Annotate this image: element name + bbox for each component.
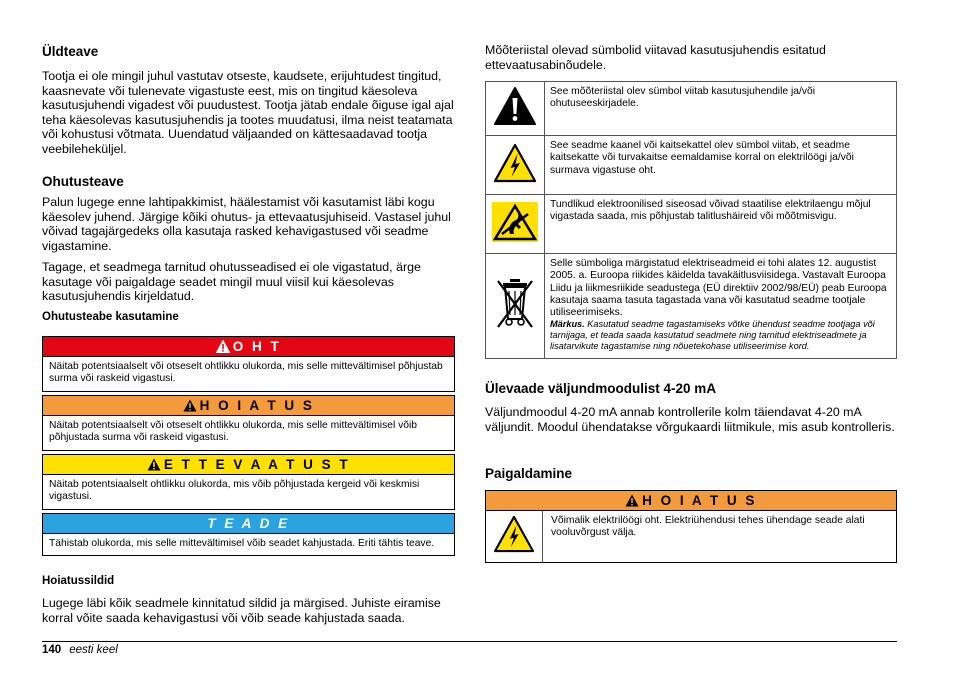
notice-label: T E A D E: [207, 516, 290, 531]
danger-box: [42, 336, 455, 392]
safety-heading: Ohutusteave: [42, 174, 124, 189]
caution-bar: [43, 455, 454, 475]
symbol-row: [486, 82, 897, 136]
module-text: Väljundmoodul 4-20 mA annab kontrollerile kolm täiendavat 4-20 mA väljundit. Moodul ühendatakse võrgukaardi liitmikule, mis asub kontrolleris.: [485, 405, 895, 434]
warning-triangle-icon: [493, 113, 537, 130]
notice-text: Tähistab olukorda, mis selle mittevältimisel võib seadet kahjustada. Eriti tähtis teave.: [49, 538, 435, 549]
install-warning-box: [485, 490, 897, 563]
warning-text: Näitab potentsiaalselt või otseselt ohtlikku olukorda, mis selle mittevältimisel võib põhjustada surma või raskeid vigastusi.: [49, 420, 417, 444]
caution-label: E T T E V A A T U S T: [163, 457, 351, 472]
symbol-text: See mõõteriistal olev sümbol viitab kasutusjuhendile ja/või ohutuseeskirjadele.: [545, 82, 897, 136]
install-warning-label: H O I A T U S: [642, 493, 757, 508]
warning-triangle-icon: [625, 493, 639, 512]
notice-box: [42, 513, 455, 556]
safety-text-1: Palun lugege enne lahtipakkimist, häälestamist või kasutamist läbi kogu käesolev juhend. Järgige kõiki ohutus- ja ettevaatusjuhiseid. Vastasel juhul võivad tagajärgedeks olla kasutaja rasked kehavigastused või seadme vigastamine.: [42, 195, 451, 253]
safety-text-2: Tagage, et seadmega tarnitud ohutusseadised ei ole vigastatud, ärge kasutage või paigaldage seadet mingil muul viisil kui käesolevas kasutusjuhendis kirjeldatud.: [42, 260, 421, 304]
note-text: Kasutatud seadme tagastamiseks võtke ühendust seadme tootjaga või tarnijaga, et teada saada kasutatud seadmete ning tarnitud elektriseadmete ja lisatarvikute tagastamise ning nõuetekohase utiliseerimise kord.: [550, 319, 875, 352]
labels-text: Lugege läbi kõik seadmele kinnitatud sildid ja märgised. Juhiste eiramise korral võite saada kehavigastusi või võib seade kahjustada saada.: [42, 596, 441, 625]
symbol-row: [486, 195, 897, 254]
note-label: Märkus.: [550, 319, 585, 330]
danger-bar: [43, 337, 454, 357]
danger-text: Näitab potentsiaalselt või otseselt ohtlikku olukorda, mis selle mittevältimisel põhjustab surma või raskeid vigastusi.: [49, 361, 443, 385]
page-number: 140: [42, 644, 62, 656]
footer: [42, 644, 118, 656]
warning-label: H O I A T U S: [199, 398, 315, 413]
warning-bar: [43, 396, 454, 416]
esd-icon: [491, 230, 539, 247]
electrical-hazard-icon: [493, 540, 535, 557]
caution-text: Näitab potentsiaalselt ohtlikku olukorda, mis võib põhjustada kergeid või keskmisi vigastusi.: [49, 479, 420, 503]
install-heading: Paigaldamine: [485, 466, 573, 481]
warning-triangle-icon: [216, 339, 230, 358]
symbol-row: [486, 254, 897, 359]
symbols-table: [485, 81, 897, 359]
install-warning-bar: [486, 491, 896, 511]
warning-box: [42, 395, 455, 451]
danger-label: O H T: [232, 339, 282, 354]
caution-box: [42, 454, 455, 510]
install-warning-text: Võimalik elektrilöögi oht. Elektriühendusi tehes ühendage seade alati vooluvõrgust välja.: [551, 515, 865, 539]
labels-heading: Hoiatussildid: [42, 575, 115, 587]
symbol-text: Tundlikud elektroonilised siseosad võivad staatilise elektrilaengu mõjul vigastada saada, mis põhjustab talitlushäireid või mõõtmisvigu.: [545, 195, 897, 254]
electrical-hazard-icon: [493, 170, 537, 187]
weee-bin-icon: [493, 319, 537, 336]
notice-bar: [43, 514, 454, 534]
symbols-intro: Mõõteriistal olevad sümbolid viitavad kasutusjuhendis esitatud ettevaatusabinõudele.: [485, 43, 826, 72]
symbol-row: [486, 136, 897, 195]
module-heading: Ülevaade väljundmoodulist 4-20 mA: [485, 381, 717, 396]
warning-triangle-icon: [183, 398, 197, 417]
general-text: Tootja ei ole mingil juhul vastutav otseste, kaudsete, erijuhtudest tingitud, kaasnevate või tulenevate vigastuste eest, mis on tingitud käesoleva kasutusjuhendi vigadest või puudustest. Tootja jätab endale õiguse igal ajal teha käesolevas kasutusjuhendis ja tootes muudatusi, ilma neist teatamata või kohustusi võtmata. Uuendatud väljaanded on kättesaadavad tootja veebileheküljel.: [42, 69, 454, 156]
symbol-text: See seadme kaanel või kaitsekattel olev sümbol viitab, et seadme kaitsekatte või turvakaitse eemaldamise korral on elektrilöögi ja/või surmava vigastuse oht.: [545, 136, 897, 195]
warning-triangle-icon: [147, 457, 161, 476]
general-heading: Üldteave: [42, 44, 99, 59]
symbol-text: Selle sümboliga märgistatud elektriseadmeid ei tohi alates 12. augustist 2005. a. Euroopa riikides käidelda tavakäitlusviisidega. Vastavalt Euroopa Liidu ja liikmesriikide seadustega (EÜ direktiiv 2002/98/EÜ) peab Euroopa kasutaja saama tasuta tagastada vana või kasutatud seadme tootjale utiliseerimiseks.: [550, 258, 887, 319]
note: [550, 319, 891, 352]
usage-heading: Ohutusteabe kasutamine: [42, 311, 179, 323]
footer-language: eesti keel: [69, 644, 118, 656]
footer-divider: [42, 641, 897, 642]
